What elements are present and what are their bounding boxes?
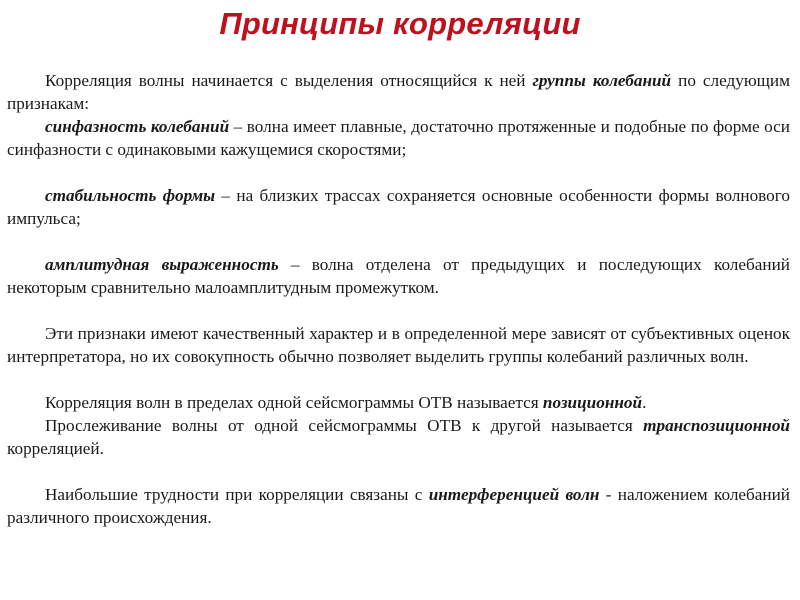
term-interference: интерференцией волн (428, 485, 600, 504)
interference-text-before: Наибольшие трудности при корреляции связаны с (45, 485, 429, 504)
term-amplitude: амплитудная выраженность (45, 255, 279, 274)
positional-text-after: . (642, 393, 647, 412)
paragraph-intro (7, 69, 790, 115)
transpositional-text-after: корреляцией. (7, 439, 104, 458)
paragraph-amplitude (7, 253, 790, 299)
paragraph-transpositional (7, 414, 790, 460)
intro-text-after: по следующим признакам: (7, 71, 790, 113)
synphase-text: – волна имеет плавные, достаточно протяженные и подобные по форме оси синфазности с одинаковыми кажущемися скоростями; (7, 117, 790, 159)
shape-stability-text: – на близких трассах сохраняется основные особенности формы волнового импульса; (7, 186, 790, 228)
transpositional-text-before: Прослеживание волны от одной сейсмограммы ОТВ к другой называется (45, 416, 644, 435)
paragraph-interference (7, 483, 790, 529)
interference-text-after: - наложением колебаний различного происхождения. (7, 485, 790, 527)
term-oscillation-groups: группы колебаний (532, 71, 672, 90)
term-synphase: синфазность колебаний (45, 117, 230, 136)
paragraph-shape-stability (7, 184, 790, 230)
page-title: Принципы корреляции (219, 6, 581, 41)
term-positional: позиционной (542, 393, 643, 412)
positional-text-before: Корреляция волн в пределах одной сейсмограммы ОТВ называется (45, 393, 543, 412)
intro-text-before: Корреляция волны начинается с выделения относящийся к ней (45, 71, 533, 90)
amplitude-text: – волна отделена от предыдущих и последующих колебаний некоторым сравнительно малоамплитудным промежутком. (7, 255, 790, 297)
paragraph-qualitative (7, 322, 790, 368)
qualitative-text: Эти признаки имеют качественный характер и в определенной мере зависят от субъективных оценок интерпретатора, но их совокупность обычно позволяет выделить группы колебаний различных волн. (7, 324, 790, 366)
paragraph-synphase (7, 115, 790, 161)
term-shape-stability: стабильность формы (45, 186, 216, 205)
slide-body (7, 69, 790, 529)
paragraph-positional (7, 391, 790, 414)
term-transpositional: транспозиционной (643, 416, 790, 435)
